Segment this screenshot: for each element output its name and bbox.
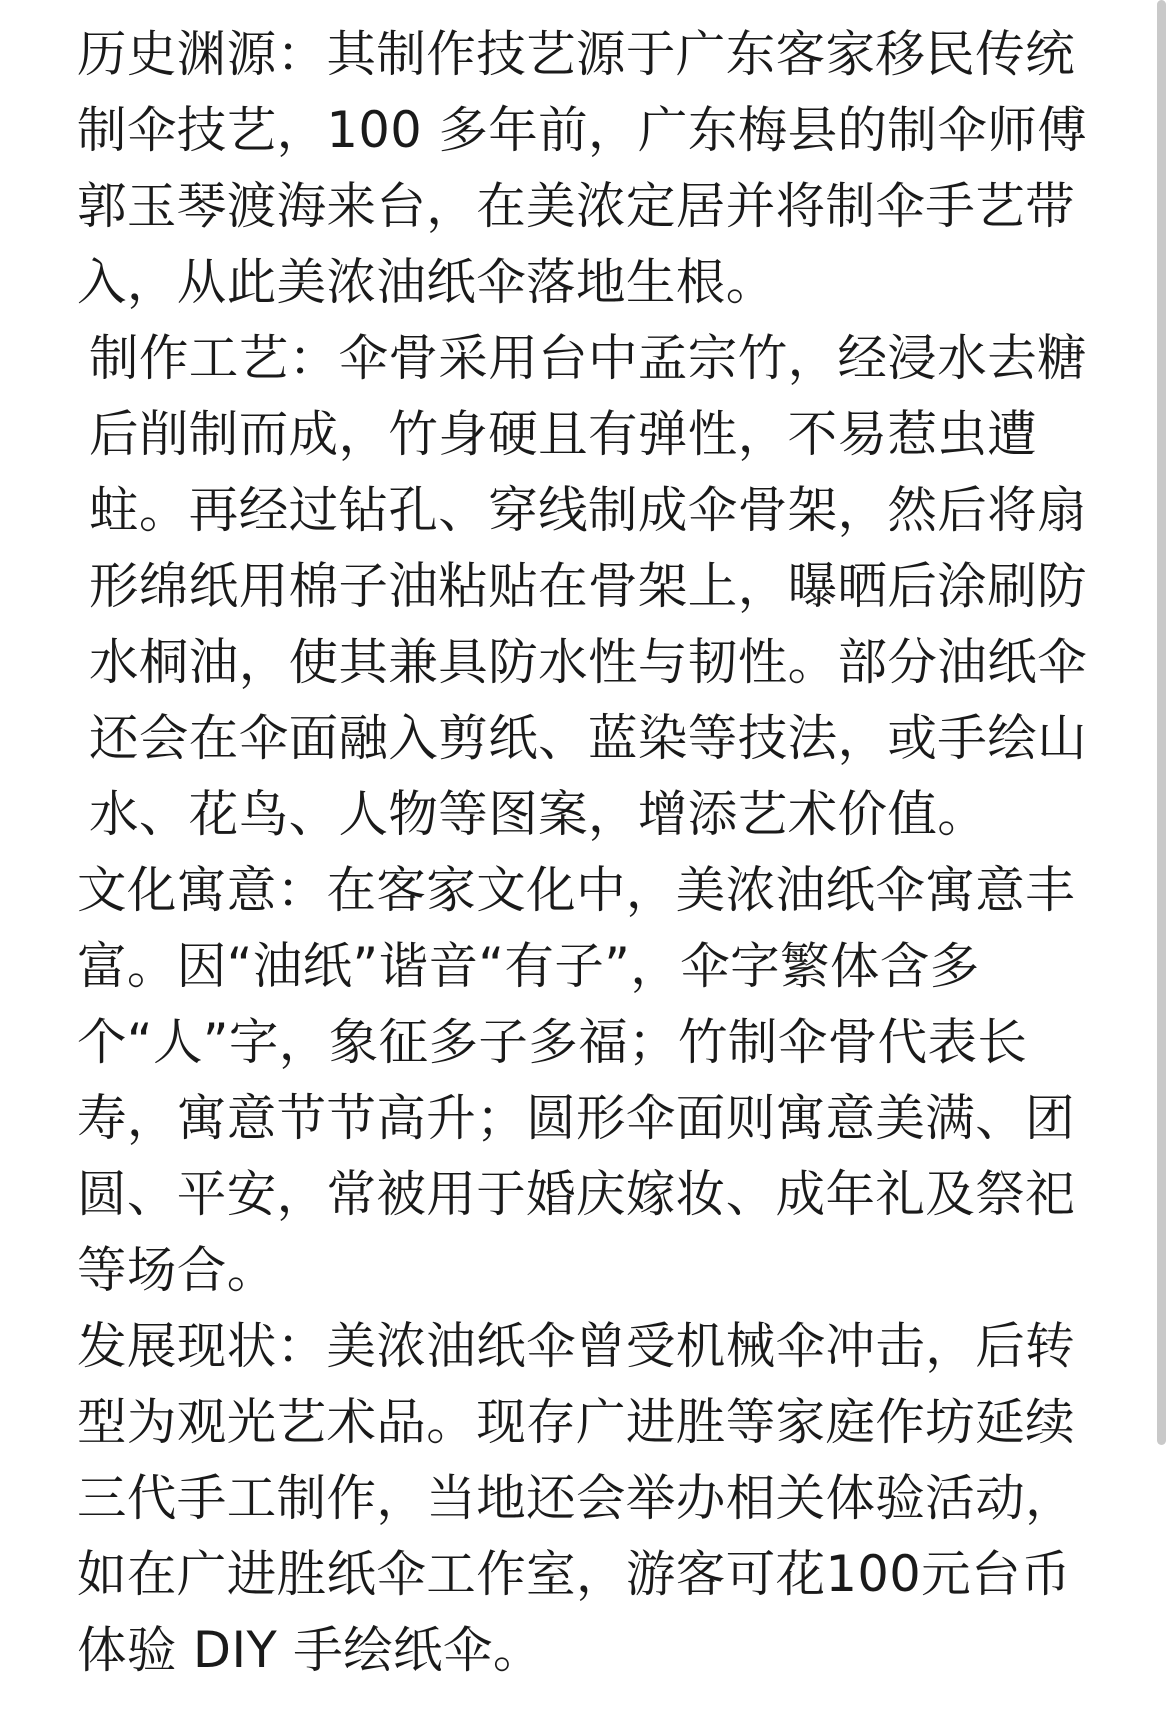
paragraph-status: 发展现状：美浓油纸伞曾受机械伞冲击，后转型为观光艺术品。现存广进胜等家庭作坊延续三代手工制作，当地还会举办相关体验活动，如在广进胜纸伞工作室，游客可花100元台币体验 DIY 手绘纸伞。 — [77, 1317, 1075, 1679]
paragraph-craft: 制作工艺：伞骨采用台中孟宗竹，经浸水去糖后削制而成，竹身硬且有弹性，不易惹虫遭蛀。再经过钻孔、穿线制成伞骨架，然后将扇形绵纸用棉子油粘贴在骨架上，曝晒后涂刷防水桐油，使其兼具防水性与韧性。部分油纸伞还会在伞面融入剪纸、蓝染等技法，或手绘山水、花鸟、人物等图案，增添艺术价值。 — [89, 329, 1087, 843]
vertical-scrollbar[interactable] — [1157, 0, 1166, 1445]
paragraph-history: 历史渊源：其制作技艺源于广东客家移民传统制伞技艺，100 多年前，广东梅县的制伞师傅郭玉琴渡海来台，在美浓定居并将制伞手艺带入，从此美浓油纸伞落地生根。 — [77, 25, 1088, 311]
paragraph-culture: 文化寓意：在客家文化中，美浓油纸伞寓意丰富。因“油纸”谐音“有子”，伞字繁体含多个“人”字，象征多子多福；竹制伞骨代表长寿，寓意节节高升；圆形伞面则寓意美满、团圆、平安，常被用于婚庆嫁妆、成年礼及祭祀等场合。 — [77, 861, 1075, 1299]
article-body — [77, 0, 1097, 1688]
